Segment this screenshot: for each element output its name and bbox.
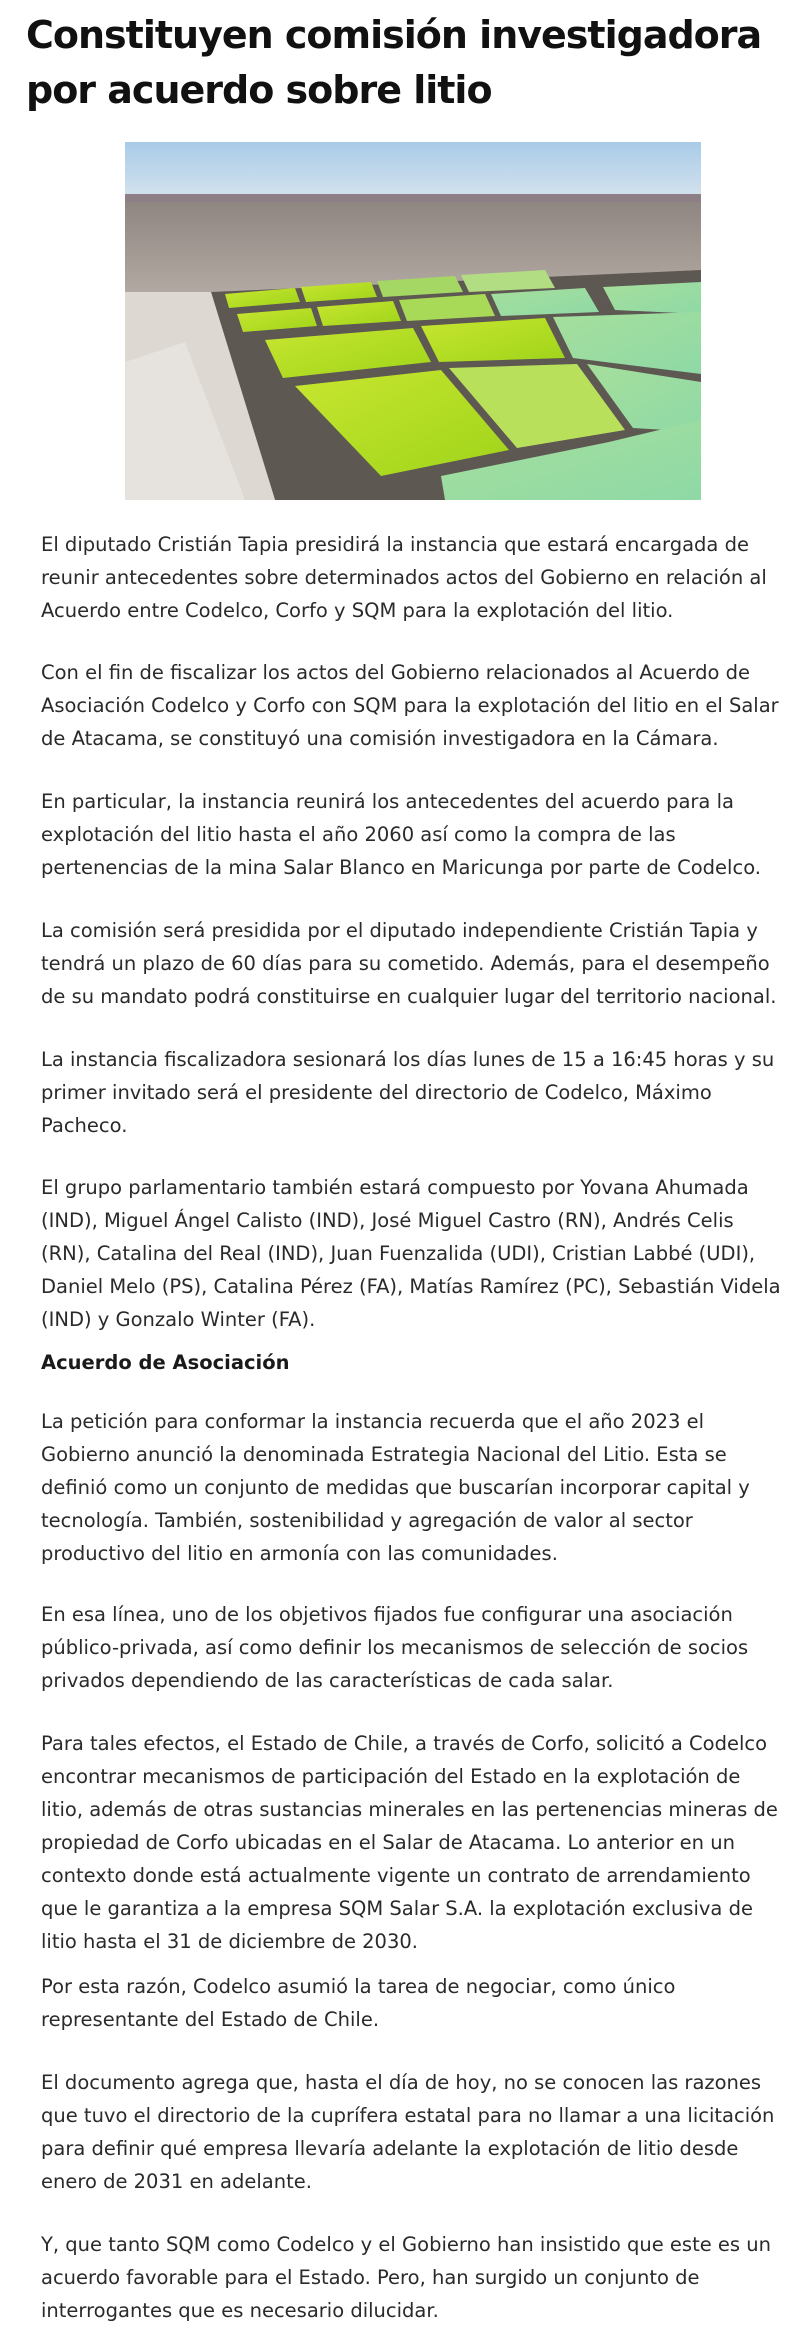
hero-image-salt-ponds: [125, 142, 701, 500]
section-subheading: Acuerdo de Asociación: [41, 1351, 290, 1374]
paragraph: En esa línea, uno de los objetivos fijados fue configurar una asociación público-privada, así como definir los mecanismos de selección de socios privados dependiendo de las características de cada salar.: [41, 1603, 749, 1692]
paragraph: La instancia fiscalizadora sesionará los días lunes de 15 a 16:45 horas y su primer invitado será el presidente del directorio de Codelco, Máximo Pacheco.: [41, 1048, 775, 1137]
paragraph: El grupo parlamentario también estará compuesto por Yovana Ahumada (IND), Miguel Ángel Calisto (IND), José Miguel Castro (RN), Andrés Celis (RN), Catalina del Real (IND), Juan Fuenzalida (UDI), Cristian Labbé (UDI), Daniel Melo (PS), Catalina Pérez (FA), Matías Ramírez (PC), Sebastián Videla (IND) y Gonzalo Winter (FA).: [41, 1176, 781, 1331]
paragraph: Por esta razón, Codelco asumió la tarea de negociar, como único representante del Estado de Chile.: [41, 1975, 676, 2031]
paragraph: La petición para conformar la instancia recuerda que el año 2023 el Gobierno anunció la denominada Estrategia Nacional del Litio. Esta se definió como un conjunto de medidas que buscarían incorporar capital y tecnología. También, sostenibilidad y agregación de valor al sector productivo del litio en armonía con las comunidades.: [41, 1410, 750, 1565]
paragraph: La comisión será presidida por el diputado independiente Cristián Tapia y tendrá un plazo de 60 días para su cometido. Además, para el desempeño de su mandato podrá constituirse en cualquier lugar del territorio nacional.: [41, 919, 777, 1008]
paragraph: En particular, la instancia reunirá los antecedentes del acuerdo para la explotación del litio hasta el año 2060 así como la compra de las pertenencias de la mina Salar Blanco en Maricunga por parte de Codelco.: [41, 790, 761, 879]
article-title: Constituyen comisión investigadora por acuerdo sobre litio: [26, 13, 762, 112]
paragraph: Para tales efectos, el Estado de Chile, a través de Corfo, solicitó a Codelco encontrar mecanismos de participación del Estado en la explotación de litio, además de otras sustancias minerales en las pertenencias mineras de propiedad de Corfo ubicadas en el Salar de Atacama. Lo anterior en un contexto donde está actualmente vigente un contrato de arrendamiento que le garantiza a la empresa SQM Salar S.A. la explotación exclusiva de litio hasta el 31 de diciembre de 2030.: [41, 1732, 778, 1953]
paragraph: Y, que tanto SQM como Codelco y el Gobierno han insistido que este es un acuerdo favorable para el Estado. Pero, han surgido un conjunto de interrogantes que es necesario dilucidar.: [41, 2233, 771, 2322]
paragraph: El diputado Cristián Tapia presidirá la instancia que estará encargada de reunir antecedentes sobre determinados actos del Gobierno en relación al Acuerdo entre Codelco, Corfo y SQM para la explotación del litio.: [41, 533, 767, 622]
paragraph: El documento agrega que, hasta el día de hoy, no se conocen las razones que tuvo el directorio de la cuprífera estatal para no llamar a una licitación para definir qué empresa llevaría adelante la explotación de litio desde enero de 2031 en adelante.: [41, 2071, 775, 2193]
paragraph: Con el fin de fiscalizar los actos del Gobierno relacionados al Acuerdo de Asociación Codelco y Corfo con SQM para la explotación del litio en el Salar de Atacama, se constituyó una comisión investigadora en la Cámara.: [41, 661, 779, 750]
